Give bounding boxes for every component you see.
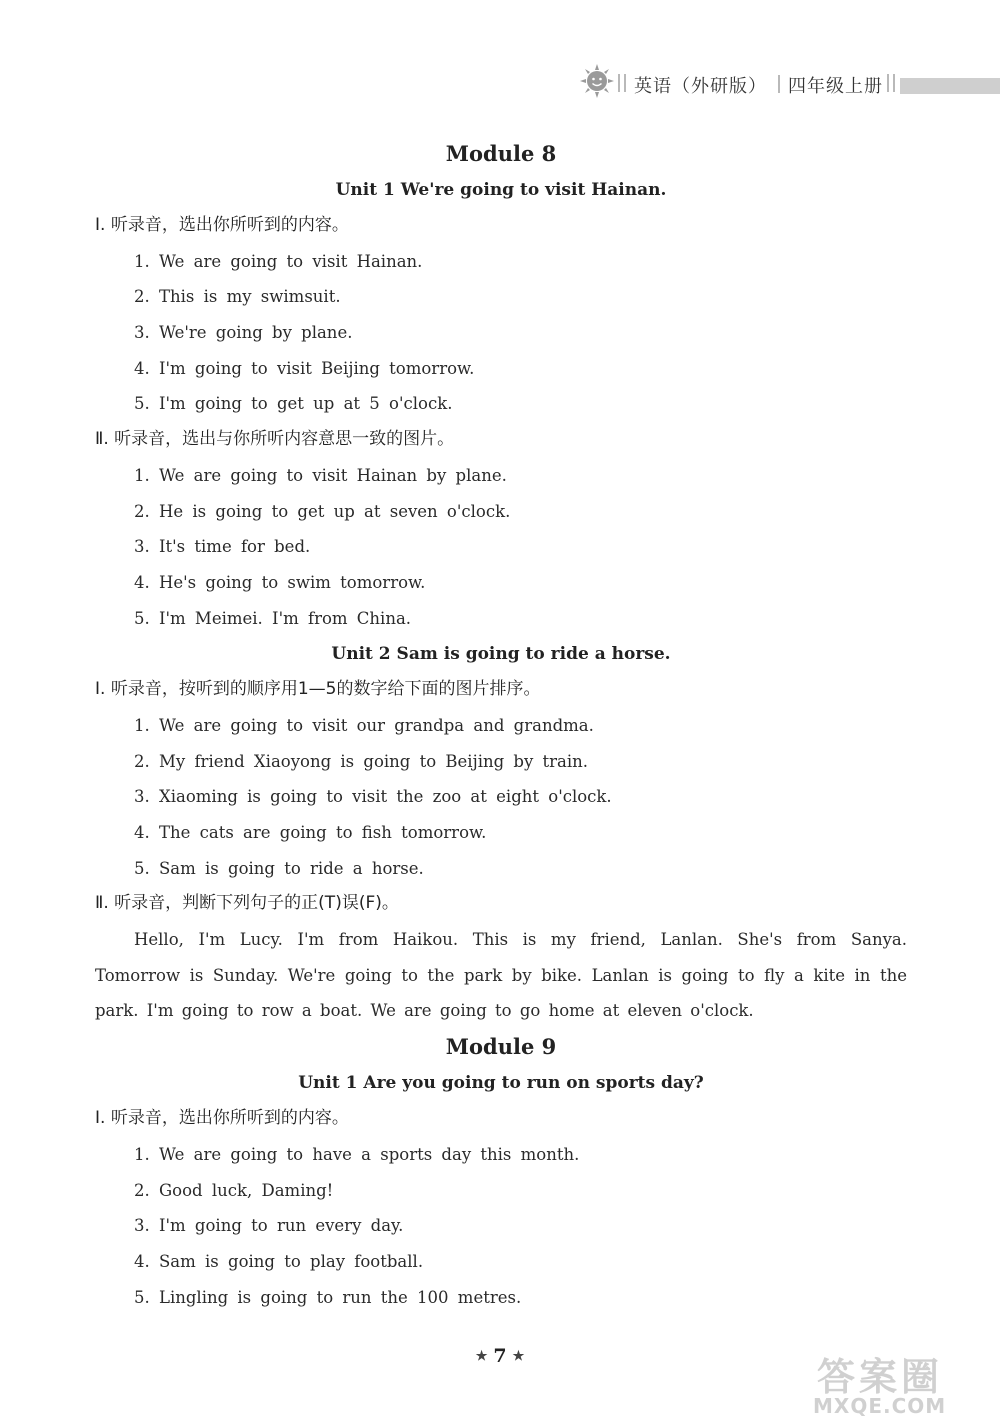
header-divider (887, 74, 895, 92)
section-heading: Ⅰ. 听录音，选出你所听到的内容。 (95, 215, 349, 235)
list-item: 2. My friend Xiaoyong is going to Beijing by train. (134, 751, 589, 771)
header-bar (900, 78, 1000, 94)
module-title: Module 8 (445, 141, 557, 166)
list-item: 5. I'm Meimei. I'm from China. (134, 608, 412, 628)
sun-icon (580, 64, 614, 98)
list-item: 4. Sam is going to play football. (134, 1251, 424, 1271)
list-item: 5. Sam is going to ride a horse. (134, 858, 424, 878)
list-item: 3. We're going by plane. (134, 323, 353, 343)
book-subject: 英语（外研版） (634, 76, 767, 97)
module-title: Module 9 (445, 1034, 557, 1060)
list-item: 2. This is my swimsuit. (134, 287, 341, 307)
list-item: 1. We are going to visit Hainan. (134, 251, 423, 271)
list-item: 3. Xiaoming is going to visit the zoo at eight o'clock. (134, 787, 612, 807)
list-item: 1. We are going to have a sports day this month. (134, 1144, 580, 1164)
unit-title: Unit 2 Sam is going to ride a horse. (331, 644, 671, 665)
list-item: 3. I'm going to run every day. (134, 1216, 404, 1236)
list-item: 2. He is going to get up at seven o'clock. (134, 501, 511, 521)
list-item: 5. Lingling is going to run the 100 metres. (134, 1287, 522, 1307)
list-item: 3. It's time for bed. (134, 537, 311, 557)
list-item: 2. Good luck, Daming! (134, 1180, 334, 1200)
header-divider (618, 74, 626, 92)
list-item: 1. We are going to visit our grandpa and grandma. (134, 715, 594, 735)
list-item: 4. He's going to swim tomorrow. (134, 572, 426, 592)
list-item: 4. I'm going to visit Beijing tomorrow. (134, 358, 475, 378)
passage-text: Hello, I'm Lucy. I'm from Haikou. This is my friend, Lanlan. She's from Sanya. Tomorrow is Sunday. We're going to the park by bike. Lanlan is going to fly a kite in the park. I'm going to row a boat. We are going to go home at eleven o'clock. (95, 930, 907, 1021)
star-icon: ★ (512, 1349, 525, 1364)
unit-title: Unit 1 Are you going to run on sports day? (298, 1073, 704, 1094)
section-heading: Ⅰ. 听录音，选出你所听到的内容。 (95, 1108, 349, 1129)
list-item: 1. We are going to visit Hainan by plane. (134, 465, 507, 485)
unit-title: Unit 1 We're going to visit Hainan. (335, 180, 667, 200)
star-icon: ★ (475, 1349, 488, 1364)
list-item: 4. The cats are going to fish tomorrow. (134, 823, 487, 842)
watermark-url: MXQE.COM (813, 1394, 947, 1418)
section-heading: Ⅱ. 听录音，选出与你所听内容意思一致的图片。 (95, 429, 455, 450)
page-header (580, 62, 1000, 102)
list-item: 5. I'm going to get up at 5 o'clock. (134, 394, 453, 414)
page-number: 7 (493, 1345, 507, 1367)
watermark-logo-text: 答案圈 (817, 1355, 944, 1399)
watermark (813, 1346, 978, 1416)
page-content (95, 136, 907, 1315)
section-heading: Ⅰ. 听录音，按听到的顺序用1—5的数字给下面的图片排序。 (95, 679, 541, 700)
section-heading: Ⅱ. 听录音，判断下列句子的正(T)误(F)。 (95, 893, 399, 914)
book-grade: 四年级上册 (788, 76, 883, 97)
header-divider (778, 75, 780, 93)
